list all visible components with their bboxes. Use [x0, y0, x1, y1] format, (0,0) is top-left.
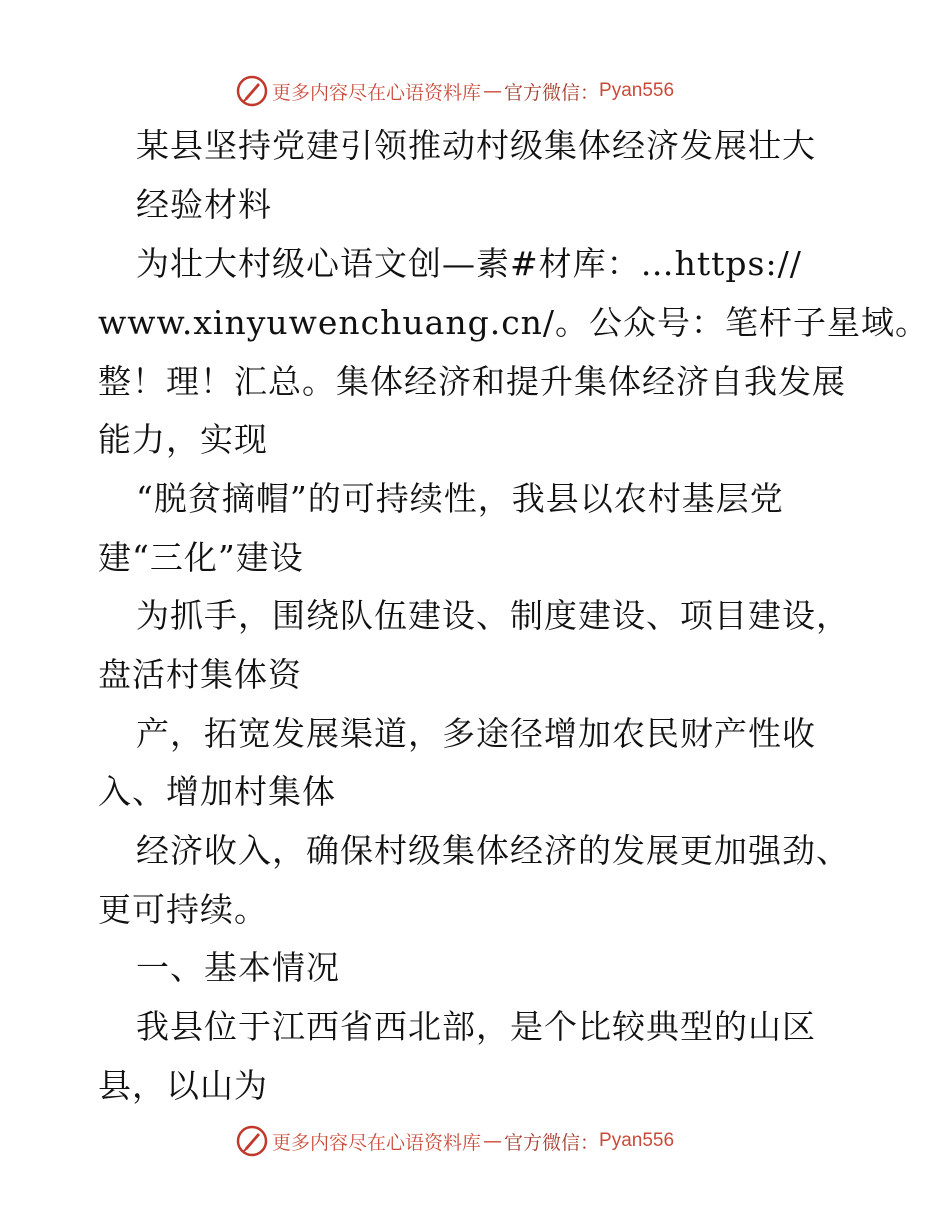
banner-separator: —: [483, 1130, 503, 1152]
banner-wechat-label: 官方微信：: [504, 81, 600, 104]
header-banner: [236, 74, 674, 108]
quill-logo-icon: [236, 1125, 268, 1157]
doc-line: 建“三化”建设: [98, 538, 304, 577]
footer-banner: [236, 1124, 674, 1158]
doc-line: 为壮大村级心语文创—素#材库：…https://: [136, 244, 802, 283]
banner-wechat-id: Pyan556: [599, 1130, 675, 1151]
doc-line: 整！理！汇总。集体经济和提升集体经济自我发展: [98, 362, 846, 401]
banner-separator: —: [483, 80, 503, 102]
doc-line: 我县位于江西省西北部，是个比较典型的山区: [136, 1007, 816, 1046]
doc-line: 盘活村集体资: [98, 655, 302, 694]
doc-line: 县，以山为: [98, 1066, 268, 1105]
doc-line: 入、增加村集体: [98, 772, 336, 811]
doc-line: “脱贫摘帽”的可持续性，我县以农村基层党: [136, 479, 784, 518]
doc-line: 更可持续。: [98, 890, 268, 929]
doc-line: www.xinyuwenchuang.cn/。公众号：笔杆子星域。: [98, 303, 930, 342]
quill-logo-icon: [236, 75, 268, 107]
doc-line: 经济收入，确保村级集体经济的发展更加强劲、: [136, 831, 850, 870]
banner-wechat-label: 官方微信：: [504, 1131, 600, 1154]
doc-line: 产，拓宽发展渠道，多途径增加农民财产性收: [136, 714, 816, 753]
doc-title-line-1: 某县坚持党建引领推动村级集体经济发展壮大: [136, 126, 816, 165]
section-heading: 一、基本情况: [136, 948, 340, 987]
banner-title: 更多内容尽在心语资料库: [272, 81, 482, 104]
doc-line: 为抓手，围绕队伍建设、制度建设、项目建设，: [136, 596, 850, 635]
banner-wechat-id: Pyan556: [599, 80, 675, 101]
doc-line: 能力，实现: [98, 420, 268, 459]
doc-title-line-2: 经验材料: [136, 185, 272, 224]
banner-title: 更多内容尽在心语资料库: [272, 1131, 482, 1154]
